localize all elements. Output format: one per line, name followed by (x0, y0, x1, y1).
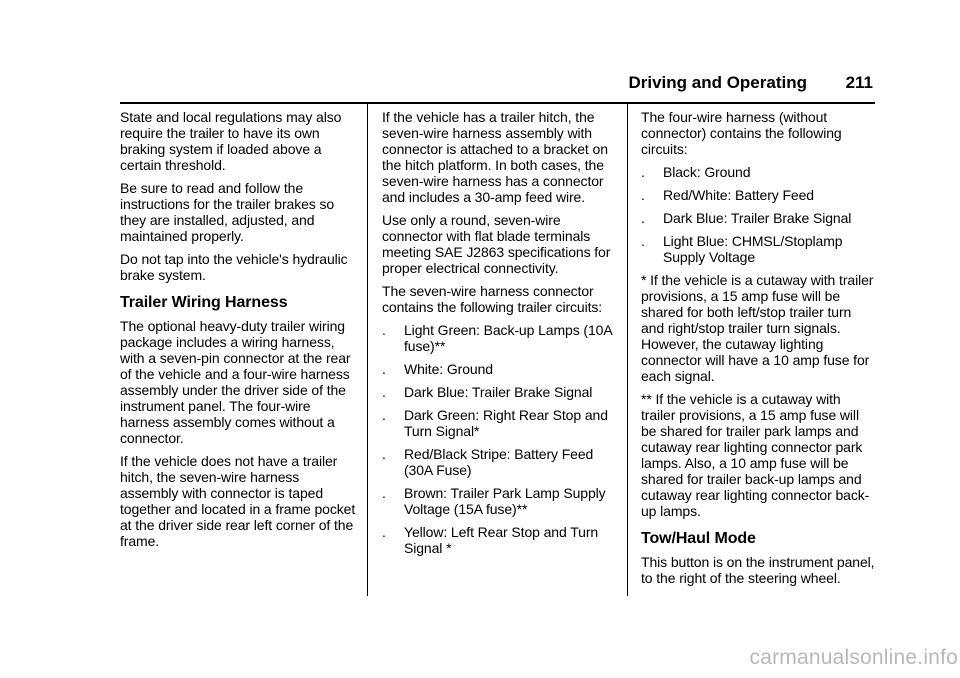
page-number: 211 (845, 73, 873, 92)
list-item-text: White: Ground (404, 361, 493, 377)
list-item (382, 446, 618, 478)
bullet: . (641, 164, 645, 180)
bullet: . (382, 485, 386, 501)
list-item-text: Dark Blue: Trailer Brake Signal (404, 384, 593, 400)
list-item (641, 164, 877, 180)
paragraph: State and local regulations may also require the trailer to have its own braking system if loaded above a certain threshold. (120, 109, 342, 173)
list-item (382, 322, 618, 354)
list-item (382, 407, 618, 439)
bullet: . (382, 446, 386, 462)
bullet: . (382, 322, 386, 338)
bullet: . (382, 361, 386, 377)
page-header (120, 72, 875, 104)
column-1 (120, 109, 356, 556)
list-item (641, 187, 877, 203)
list-item (382, 485, 618, 517)
list-item (382, 524, 618, 556)
column-divider-2 (627, 103, 628, 596)
paragraph: The four-wire harness (without connector) contains the following circuits: (641, 109, 842, 157)
watermark: carmanualsonline.info (749, 646, 958, 669)
list-item-text: Brown: Trailer Park Lamp Supply Voltage (15A fuse)** (404, 485, 606, 517)
list-item (382, 361, 618, 377)
footnote-single-asterisk: * If the vehicle is a cutaway with trailer provisions, a 15 amp fuse will be shared for both left/stop trailer turn and right/stop trailer turn signals. However, the cutaway lighting connector will have a 10 amp fuse for each signal. (641, 272, 874, 384)
paragraph: Use only a round, seven-wire connector with flat blade terminals meeting SAE J2863 specifications for proper electrical connectivity. (382, 212, 611, 276)
list-item-text: Dark Blue: Trailer Brake Signal (663, 210, 852, 226)
section-heading: Trailer Wiring Harness (120, 294, 288, 311)
list-item-text: Dark Green: Right Rear Stop and Turn Signal* (404, 407, 608, 439)
bullet: . (641, 210, 645, 226)
list-item-text: Light Green: Back-up Lamps (10A fuse)** (404, 322, 612, 354)
list-item (382, 384, 618, 400)
paragraph: The seven-wire harness connector contains the following trailer circuits: (382, 283, 603, 315)
list-item-text: Black: Ground (663, 164, 751, 180)
footnote-double-asterisk: ** If the vehicle is a cutaway with trailer provisions, a 15 amp fuse will be shared for trailer park lamps and cutaway rear lighting connector park lamps. Also, a 10 amp fuse will be shared for trailer back-up lamps and cutaway rear lighting connector back-up lamps. (641, 391, 870, 519)
paragraph: If the vehicle does not have a trailer hitch, the seven-wire harness assembly with connector is taped together and located in a frame pocket at the driver side rear left corner of the frame. (120, 453, 356, 549)
circuit-list-four-wire (641, 164, 877, 265)
list-item (641, 210, 877, 226)
list-item-text: Red/White: Battery Feed (663, 187, 814, 203)
bullet: . (382, 384, 386, 400)
section-heading: Tow/Haul Mode (641, 530, 756, 547)
paragraph: Be sure to read and follow the instructions for the trailer brakes so they are installed, adjusted, and maintained properly. (120, 180, 335, 244)
bullet: . (382, 524, 386, 540)
list-item (641, 233, 877, 265)
paragraph: Do not tap into the vehicle's hydraulic brake system. (120, 251, 348, 283)
bullet: . (641, 187, 645, 203)
circuit-list-seven-wire (382, 322, 618, 556)
paragraph: This button is on the instrument panel, to the right of the steering wheel. (641, 554, 875, 586)
bullet: . (382, 407, 386, 423)
paragraph: If the vehicle has a trailer hitch, the seven-wire harness assembly with connector is attached to a bracket on the hitch platform. In both cases, the seven-wire harness has a connector and includes a 30-amp feed wire. (382, 109, 608, 205)
list-item-text: Red/Black Stripe: Battery Feed (30A Fuse) (404, 446, 594, 478)
column-3 (641, 109, 877, 593)
list-item-text: Yellow: Left Rear Stop and Turn Signal * (404, 524, 599, 556)
column-2 (382, 109, 618, 563)
bullet: . (641, 233, 645, 249)
column-divider-1 (367, 103, 368, 596)
list-item-text: Light Blue: CHMSL/Stoplamp Supply Voltage (663, 233, 843, 265)
section-title: Driving and Operating (628, 73, 807, 92)
paragraph: The optional heavy-duty trailer wiring package includes a wiring harness, with a seven-pin connector at the rear of the vehicle and a four-wire harness assembly under the driver side of the instrument panel. The four-wire harness assembly comes without a connector. (120, 318, 351, 446)
